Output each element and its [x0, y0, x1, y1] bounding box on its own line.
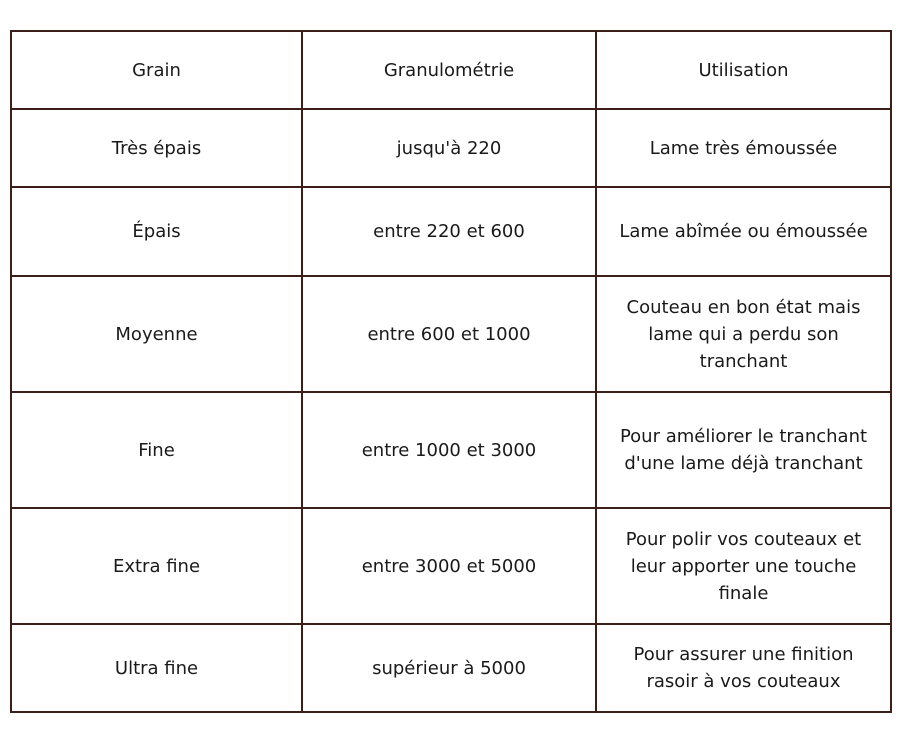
cell-grain: Fine — [11, 392, 302, 508]
header-utilisation: Utilisation — [596, 31, 891, 109]
header-grain: Grain — [11, 31, 302, 109]
table-row — [11, 109, 891, 187]
cell-granulometrie: jusqu'à 220 — [302, 109, 596, 187]
table-row — [11, 508, 891, 624]
table-row — [11, 624, 891, 712]
cell-grain: Moyenne — [11, 276, 302, 392]
table-row — [11, 276, 891, 392]
cell-utilisation: Pour polir vos couteaux et leur apporter une touche finale — [596, 508, 891, 624]
cell-grain: Extra fine — [11, 508, 302, 624]
cell-grain: Épais — [11, 187, 302, 276]
table-header-row — [11, 31, 891, 109]
cell-utilisation: Couteau en bon état mais lame qui a perdu son tranchant — [596, 276, 891, 392]
cell-granulometrie: entre 220 et 600 — [302, 187, 596, 276]
sharpening-grit-table — [10, 30, 892, 713]
cell-utilisation: Pour améliorer le tranchant d'une lame déjà tranchant — [596, 392, 891, 508]
header-granulometrie: Granulométrie — [302, 31, 596, 109]
table-row — [11, 392, 891, 508]
cell-utilisation: Lame abîmée ou émoussée — [596, 187, 891, 276]
cell-granulometrie: entre 600 et 1000 — [302, 276, 596, 392]
cell-granulometrie: supérieur à 5000 — [302, 624, 596, 712]
cell-granulometrie: entre 1000 et 3000 — [302, 392, 596, 508]
cell-utilisation: Pour assurer une finition rasoir à vos couteaux — [596, 624, 891, 712]
cell-utilisation: Lame très émoussée — [596, 109, 891, 187]
cell-grain: Ultra fine — [11, 624, 302, 712]
table-row — [11, 187, 891, 276]
cell-granulometrie: entre 3000 et 5000 — [302, 508, 596, 624]
cell-grain: Très épais — [11, 109, 302, 187]
